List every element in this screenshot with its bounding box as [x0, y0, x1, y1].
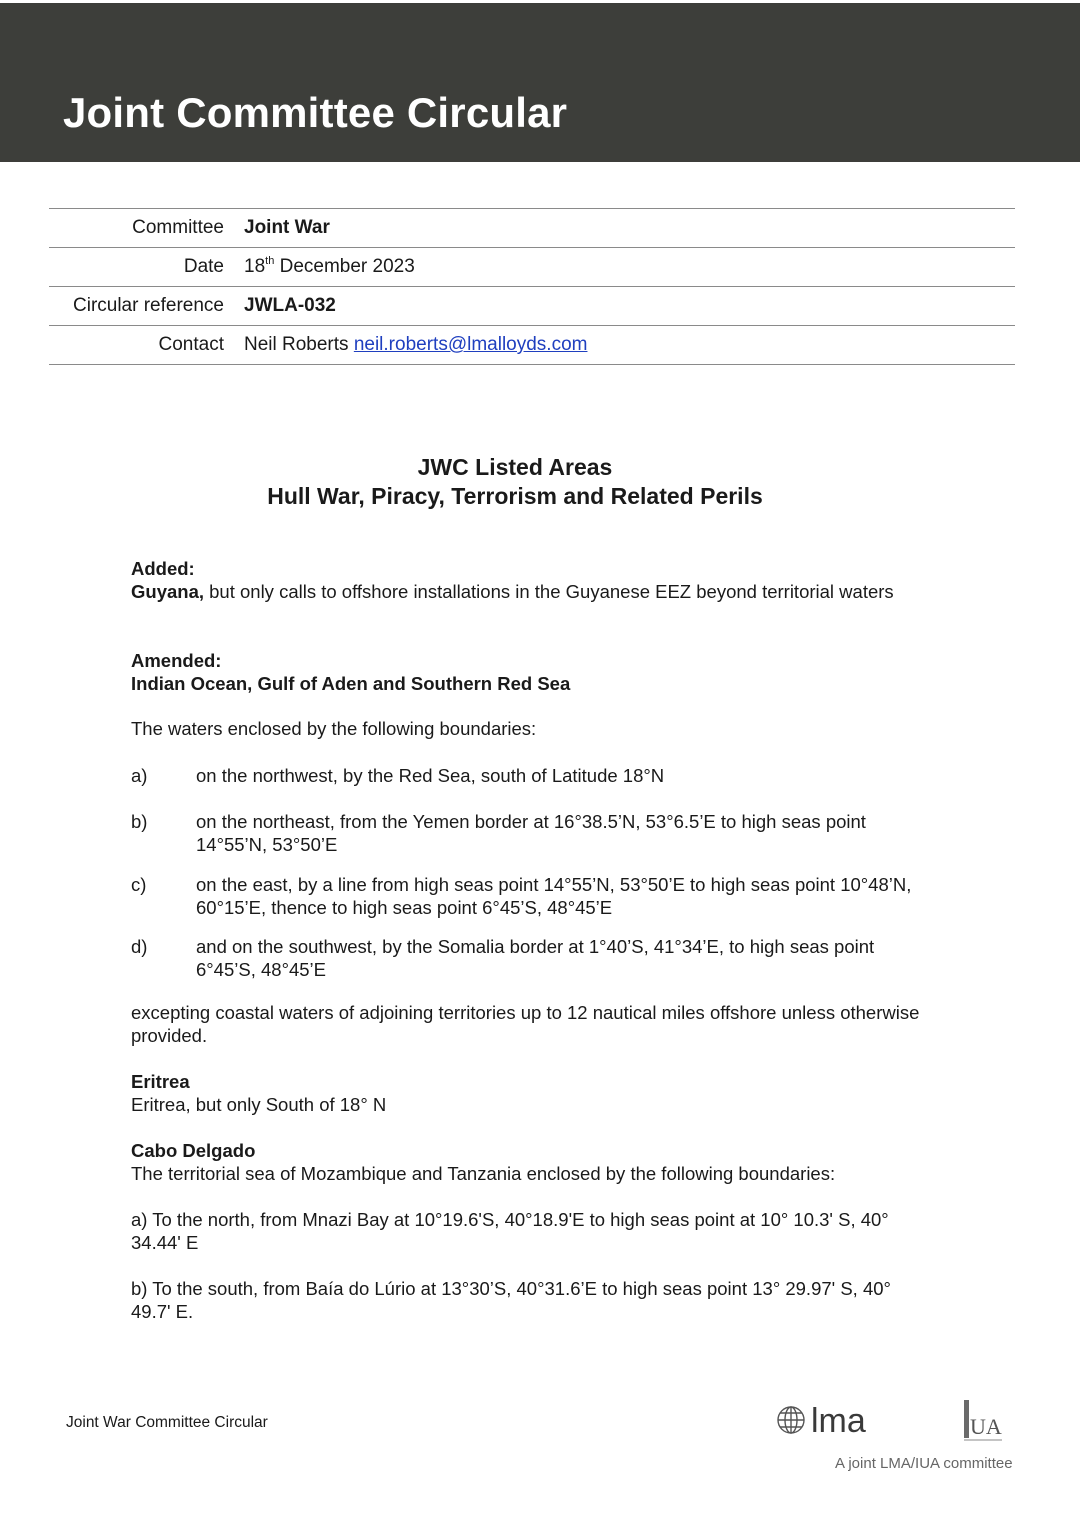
footer-label: Joint War Committee Circular [66, 1414, 268, 1431]
amended-heading: Amended: [131, 650, 222, 671]
date-label: Date [183, 256, 224, 277]
list-marker-a: a) [131, 765, 148, 786]
lma-logo [775, 1400, 900, 1440]
list-item-a: on the northwest, by the Red Sea, south of Latitude 18°N [196, 765, 665, 786]
meta-row-contact [49, 326, 1015, 365]
contact-label: Contact [158, 334, 224, 355]
reference-value: JWLA-032 [244, 295, 336, 316]
amended-area: Indian Ocean, Gulf of Aden and Southern Red Sea [131, 673, 571, 694]
list-marker-d: d) [131, 936, 148, 957]
list-marker-c: c) [131, 874, 147, 895]
committee-value: Joint War [244, 217, 330, 238]
eritrea-heading: Eritrea [131, 1071, 190, 1092]
list-item-b: on the northeast, from the Yemen border at 16°38.5’N, 53°6.5’E to high seas point 14°55’N, 53°50’E [196, 811, 866, 855]
added-text: but only calls to offshore installations in the Guyanese EEZ beyond territorial waters [204, 581, 894, 602]
added-heading: Added: [131, 558, 195, 579]
excepting-paragraph: excepting coastal waters of adjoining territories up to 12 nautical miles offshore unless otherwise provided. [131, 1002, 920, 1046]
contact-name: Neil Roberts [244, 334, 349, 355]
cabo-intro: The territorial sea of Mozambique and Tanzania enclosed by the following boundaries: [131, 1163, 836, 1184]
header-band [0, 3, 1080, 162]
list-item-c: on the east, by a line from high seas point 14°55’N, 53°50’E to high seas point 10°48’N, 60°15’E, thence to high seas point 6°45’S, 48°45’E [196, 874, 912, 918]
circular-meta-table [49, 208, 1015, 365]
cabo-item-a: a) To the north, from Mnazi Bay at 10°19.6'S, 40°18.9'E to high seas point at 10° 10.3' S, 40° 34.44' E [131, 1209, 889, 1253]
lma-logo-text: lma [811, 1402, 866, 1440]
meta-row-date [49, 248, 1015, 287]
date-rest: December 2023 [274, 256, 415, 277]
list-marker-b: b) [131, 811, 148, 832]
page-title: Joint Committee Circular [63, 89, 568, 136]
eritrea-text: Eritrea, but only South of 18° N [131, 1094, 387, 1115]
meta-row-reference [49, 287, 1015, 326]
added-paragraph [131, 580, 921, 603]
footer-committee-text: A joint LMA/IUA committee [835, 1455, 1013, 1472]
added-country: Guyana, [131, 581, 204, 602]
amended-intro: The waters enclosed by the following boundaries: [131, 718, 537, 739]
cabo-item-b: b) To the south, from Baía do Lúrio at 13°30’S, 40°31.6’E to high seas point 13° 29.97' S, 40° 49.7' E. [131, 1278, 891, 1322]
contact-email-link[interactable]: neil.roberts@lmalloyds.com [353, 334, 588, 355]
committee-label: Committee [132, 217, 224, 238]
iua-logo-text: UA [970, 1414, 1002, 1439]
iua-logo [960, 1398, 1006, 1444]
cabo-heading: Cabo Delgado [131, 1140, 256, 1161]
doc-title-line2: Hull War, Piracy, Terrorism and Related Perils [267, 483, 763, 509]
contact-value [244, 326, 1015, 365]
reference-label: Circular reference [73, 295, 224, 316]
meta-row-committee [49, 209, 1015, 248]
date-suffix: th [265, 255, 275, 267]
date-day: 18 [244, 256, 266, 277]
list-item-d: and on the southwest, by the Somalia border at 1°40’S, 41°34’E, to high seas point 6°45’S, 48°45’E [196, 936, 875, 980]
doc-title-line1: JWC Listed Areas [417, 454, 613, 480]
date-value [244, 248, 1015, 287]
